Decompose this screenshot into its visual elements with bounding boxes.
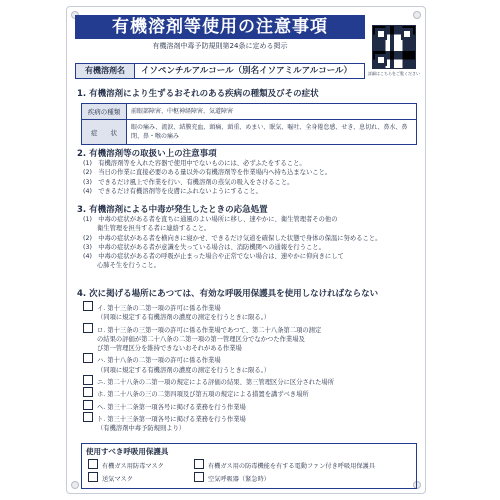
list-item-text: ト. 第三十三条第一項各号に掲げる業務を行う作業場 (97, 415, 246, 423)
ppe-option-label: 送気マスク (102, 476, 133, 483)
table-row (82, 120, 416, 144)
checkbox[interactable] (83, 387, 93, 397)
list-item (83, 335, 419, 344)
solvent-name-row (75, 63, 365, 79)
list-item (83, 313, 419, 322)
notice-sign (66, 6, 426, 494)
list-item: 衛生管理を担当する者に連絡すること。 (97, 225, 211, 233)
checkbox[interactable] (83, 375, 93, 385)
list-item-text: （同項に規定する有機溶剤の濃度の測定を行うときに限る。） (97, 366, 271, 374)
ppe-option[interactable] (88, 472, 194, 483)
list-item-text: の結果の評価が第二十八条の二第一項の第一管理区分でなかつた作業場及 (97, 335, 305, 343)
ppe-option[interactable] (194, 472, 410, 483)
section4-list (83, 301, 419, 434)
checkbox[interactable] (194, 472, 204, 482)
list-item-text: ニ. 第二十八条の二第一項の規定による評価の結果、第三管理区分に区分された場所 (97, 379, 334, 387)
ppe-option-label: 有機ガス用の防毒機能を有する電動ファン付き呼吸用保護具 (208, 463, 375, 470)
list-item (83, 366, 419, 375)
list-item-text: （有機溶剤中毒予防規則より） (97, 425, 186, 433)
list-item: 心肺そ生を行うこと。 (97, 262, 160, 270)
section3-heading: 3. 有機溶剤による中毒が発生したときの応急処置 (77, 205, 268, 215)
disease-table (81, 103, 417, 145)
list-item-text: ホ. 第二十八条の三の二第四項及び第五項の規定による措置を講ずべき場所 (97, 391, 309, 399)
checkbox[interactable] (83, 412, 93, 422)
list-item: (1) 中毒の症状がある者を直ちに通風のよい場所に移し、速やかに、衛生管理者その他の (83, 216, 338, 223)
list-item[interactable] (83, 301, 419, 313)
mounting-hole-icon (413, 11, 421, 19)
list-item[interactable] (83, 400, 419, 412)
list-item-text: ヘ. 第三十二条第一項各号に掲げる業務を行う作業場 (97, 403, 246, 411)
checkbox[interactable] (88, 472, 98, 482)
mounting-hole-icon (71, 481, 79, 489)
sign-title: 有機溶剤等使用の注意事項 (75, 15, 365, 39)
table-cell: 前眼部障害、中枢神経障害、気道障害 (131, 108, 234, 115)
qr-code-icon[interactable] (372, 25, 416, 69)
list-item[interactable] (83, 375, 419, 387)
section4-heading: 4. 次に掲げる場所にあつては、有効な呼吸用保護具を使用しなければならない (77, 289, 379, 299)
ppe-heading: 使用すべき呼吸用保護具 (86, 447, 169, 456)
checkbox[interactable] (83, 353, 93, 363)
checkbox[interactable] (194, 459, 204, 469)
table-cell: 眼の痛み、流涙、結膜充血、頭痛、頭重、めまい、眠気、嘔吐、全身倦怠感、せき、息切れ、鼻水、鼻閉、鼻・喉の痛み (131, 124, 408, 140)
checkbox[interactable] (83, 301, 93, 311)
ppe-option[interactable] (194, 459, 410, 470)
sign-subtitle: 有機溶剤中毒予防規則第24条に定める掲示 (152, 42, 288, 50)
list-item: (2) 当日の作業に直接必要のある量以外の有機溶剤等を作業場内へ持ち込まないこと。 (83, 169, 332, 177)
list-item: (4) 中毒の症状がある者の呼吸が止まった場合や正常でない場合は、速やかに仰向きにして (83, 253, 344, 261)
ppe-box (81, 443, 417, 489)
list-item (83, 344, 419, 353)
list-item (83, 424, 419, 433)
checkbox[interactable] (88, 459, 98, 469)
list-item-text: （同項に規定する有機溶剤の濃度の測定を行うときに限る。） (97, 314, 271, 322)
list-item: (3) 中毒の症状がある者が意識を失っている場合は、消防機関への通報を行うこと。 (83, 243, 325, 251)
ppe-option-label: 有機ガス用防毒マスク (102, 463, 164, 470)
ppe-options (82, 459, 416, 483)
section2-list (83, 159, 419, 196)
section1-heading: 1. 有機溶剤により生ずるおそれのある疾病の種類及びその症状 (77, 89, 319, 99)
table-row (82, 104, 416, 120)
list-item[interactable] (83, 323, 419, 335)
list-item: (1) 有機溶剤等を入れた容器で使用中でないものには、必ずふたをすること。 (83, 160, 306, 167)
list-item-text: び第一管理区分を維持できないおそれがある作業場 (97, 345, 242, 353)
list-item: (4) できるだけ有機溶剤等を皮膚にふれないようにすること。 (83, 187, 262, 195)
list-item: (2) 中毒の症状がある者を横向きに寝かせ、できるだけ気道を確保した状態で身体の保温に努めること。 (83, 234, 382, 242)
table-head: 症 状 (82, 120, 127, 144)
checkbox[interactable] (83, 323, 93, 333)
table-head: 疾病の種類 (82, 104, 127, 119)
list-item-text: ロ. 第十三条の三第一項の許可に係る作業場であつて、第二十八条第二項の測定 (97, 326, 322, 334)
solvent-name-value: イソペンチルアルコール（別名イソアミルアルコール） (141, 66, 353, 76)
list-item[interactable] (83, 412, 419, 424)
ppe-option[interactable] (88, 459, 194, 470)
solvent-name-label: 有機溶剤名 (76, 64, 135, 78)
list-item[interactable] (83, 353, 419, 365)
section2-heading: 2. 有機溶剤等の取扱い上の注意事項 (77, 149, 217, 159)
checkbox[interactable] (83, 400, 93, 410)
list-item[interactable] (83, 387, 419, 399)
list-item-text: イ. 第十三条の二第一項の許可に係る作業場 (97, 305, 221, 312)
list-item: (3) できるだけ風上で作業を行い、有機溶剤の蒸気の吸入をさけること。 (83, 178, 294, 186)
list-item-text: ハ. 第十八条の二第一項の許可に係る作業場 (97, 357, 221, 365)
qr-caption: 詳細はこちらをご覧ください (368, 71, 420, 76)
section3-list (83, 215, 419, 271)
ppe-option-label: 空気呼吸器（緊急時） (208, 476, 270, 483)
